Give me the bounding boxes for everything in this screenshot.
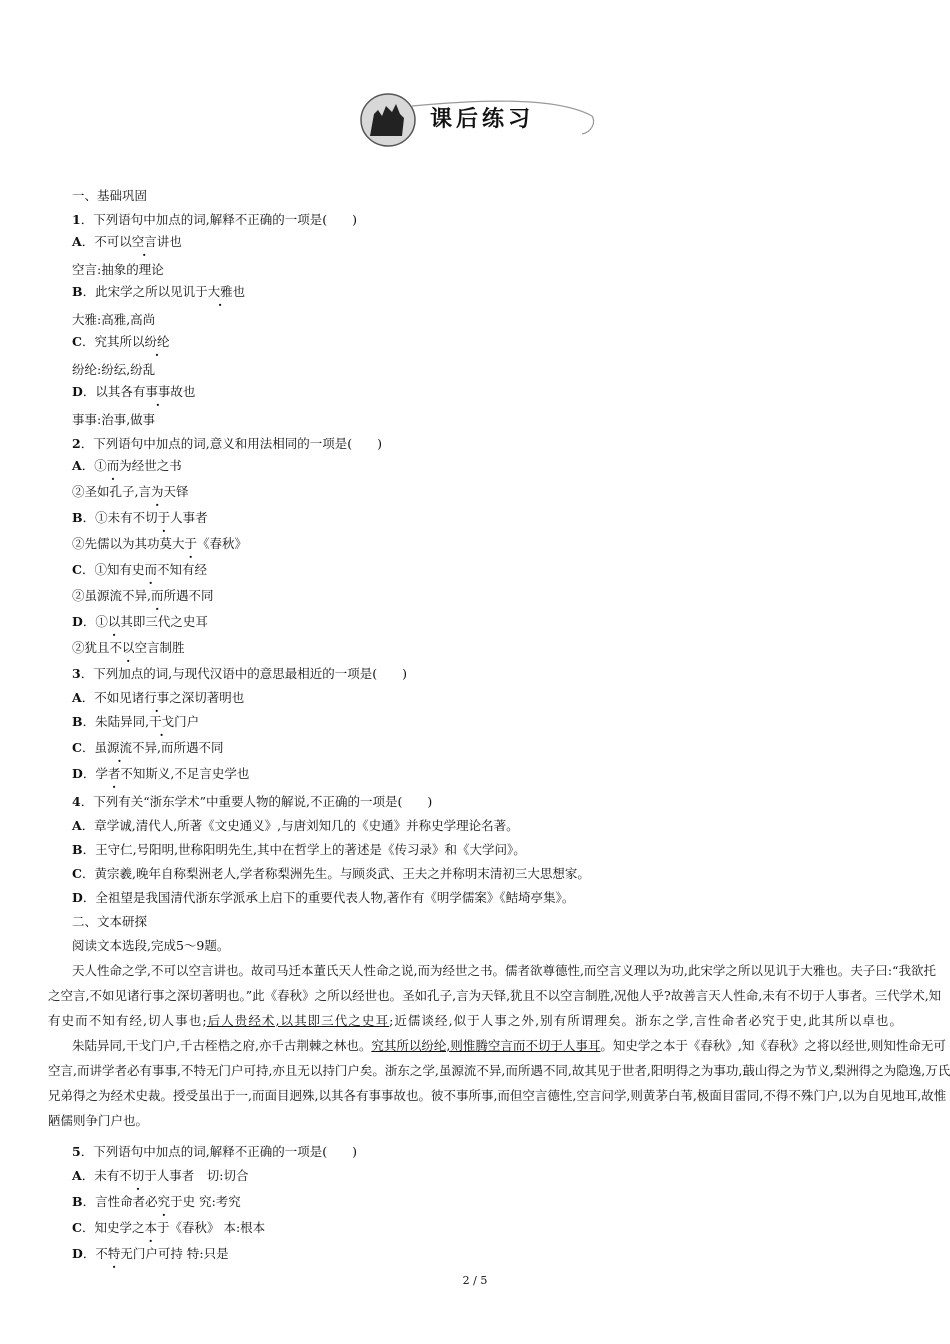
question-1-option-c[interactable]: C．究其所以纷纶 (72, 334, 170, 349)
question-4-option-d[interactable]: D．全祖望是我国清代浙东学派承上启下的重要代表人物,著作有《明学儒案》《鲒埼亭集》。 (72, 890, 575, 905)
reading-paragraph-1-line-2: 之空言,不如见诸行事之深切著明也。”此《春秋》之所以经世也。圣如孔子,言为天铎,犹且不以空言制胜,况他人乎?故善言天人性命,未有不切于人事者。三代学术,知 (48, 988, 942, 1003)
question-1-option-d-explanation: 事事:治事,做事 (72, 412, 156, 427)
question-2-option-b-second: ②先儒以为其功莫大于《春秋》 (72, 536, 248, 551)
question-2-option-d[interactable]: D．①以其即三代之史耳 (72, 614, 208, 629)
question-3-stem: 3．下列加点的词,与现代汉语中的意思最相近的一项是( ) (72, 666, 407, 681)
question-1-stem: 1．下列语句中加点的词,解释不正确的一项是( ) (72, 212, 357, 227)
question-5-option-b[interactable]: B．言性命者必究于史 究:考究 (72, 1194, 241, 1209)
reading-paragraph-2-line-1: 朱陆异同,干戈门户,千古桎梏之府,亦千古荆棘之林也。究其所以纷纶,则惟腾空言而不切于人事耳。知史学之本于《春秋》,知《春秋》之将以经世,则知性命无可 (72, 1038, 946, 1053)
reading-paragraph-1-line-3: 有史而不知有经,切人事也;后人贵经术,以其即三代之史耳;近儒谈经,似于人事之外,别有所谓理矣。浙东之学,言性命者必究于史,此其所以卓也。 (48, 1013, 902, 1028)
underlined-sentence-2: 究其所以纷纶,则惟腾空言而不切于人事耳 (371, 1038, 601, 1053)
question-4-stem: 4．下列有关“浙东学术”中重要人物的解说,不正确的一项是( ) (72, 794, 433, 809)
question-2-option-a[interactable]: A．①而为经世之书 (72, 458, 182, 473)
question-2-stem: 2．下列语句中加点的词,意义和用法相同的一项是( ) (72, 436, 382, 451)
reading-intro: 阅读文本选段,完成5～9题。 (72, 938, 230, 953)
section-header-banner (356, 92, 596, 148)
question-4-option-a[interactable]: A．章学诚,清代人,所著《文史通义》,与唐刘知几的《史通》并称史学理论名著。 (72, 818, 519, 833)
section-heading-text-study: 二、文本研探 (72, 914, 148, 929)
header-title: 课后练习 (430, 106, 535, 132)
question-4-option-c[interactable]: C．黄宗羲,晚年自称梨洲老人,学者称梨洲先生。与顾炎武、王夫之并称明末清初三大思想家。 (72, 866, 590, 881)
question-2-option-c-second: ②虽源流不异,而所遇不同 (72, 588, 214, 603)
question-4-option-b[interactable]: B．王守仁,号阳明,世称阳明先生,其中在哲学上的著述是《传习录》和《大学问》。 (72, 842, 526, 857)
question-3-option-b[interactable]: B．朱陆异同,干戈门户 (72, 714, 200, 729)
reading-paragraph-2-line-4: 陋儒则争门户也。 (48, 1113, 149, 1128)
question-5-option-d[interactable]: D．不特无门户可持 特:只是 (72, 1246, 229, 1261)
question-5-option-c[interactable]: C．知史学之本于《春秋》 本:根本 (72, 1220, 266, 1235)
reading-paragraph-2-line-3: 兄弟得之为经术史裁。授受虽出于一,而面目迥殊,以其各有事事故也。彼不事所事,而但空言德性,空言问学,则黄茅白苇,极面目雷同,不得不殊门户,以为自见地耳,故惟 (48, 1088, 947, 1103)
question-1-option-d[interactable]: D．以其各有事事故也 (72, 384, 196, 399)
question-1-option-c-explanation: 纷纶:纷纭,纷乱 (72, 362, 156, 377)
question-3-option-a[interactable]: A．不如见诸行事之深切著明也 (72, 690, 245, 705)
section-heading-basic: 一、基础巩固 (72, 188, 148, 203)
reading-paragraph-2-line-2: 空言,而讲学者必有事事,不特无门户可持,亦且无以持门户矣。浙东之学,虽源流不异,而所遇不同,故其见于世者,阳明得之为事功,蕺山得之为节义,梨洲得之为隐逸,万氏 (48, 1063, 950, 1078)
question-1-option-b-explanation: 大雅:高雅,高尚 (72, 312, 156, 327)
question-2-option-a-second: ②圣如孔子,言为天铎 (72, 484, 189, 499)
question-2-option-c[interactable]: C．①知有史而不知有经 (72, 562, 208, 577)
question-1-option-a-explanation: 空言:抽象的理论 (72, 262, 164, 277)
page-number: 2 / 5 (462, 1274, 488, 1287)
question-3-option-c[interactable]: C．虽源流不异,而所遇不同 (72, 740, 224, 755)
question-2-option-b[interactable]: B．①未有不切于人事者 (72, 510, 208, 525)
question-3-option-d[interactable]: D．学者不知斯义,不足言史学也 (72, 766, 250, 781)
question-5-stem: 5．下列语句中加点的词,解释不正确的一项是( ) (72, 1144, 357, 1159)
question-2-option-d-second: ②犹且不以空言制胜 (72, 640, 185, 655)
reading-paragraph-1-line-1: 天人性命之学,不可以空言讲也。故司马迁本董氏天人性命之说,而为经世之书。儒者欲尊德性,而空言义理以为功,此宋学之所以见讥于大雅也。夫子曰:“我欲托 (72, 963, 936, 978)
question-1-option-b[interactable]: B．此宋学之所以见讥于大雅也 (72, 284, 246, 299)
question-1-option-a[interactable]: A．不可以空言讲也 (72, 234, 182, 249)
question-5-option-a[interactable]: A．未有不切于人事者 切:切合 (72, 1168, 249, 1183)
underlined-sentence-1: 后人贵经术,以其即三代之史耳 (206, 1013, 390, 1028)
